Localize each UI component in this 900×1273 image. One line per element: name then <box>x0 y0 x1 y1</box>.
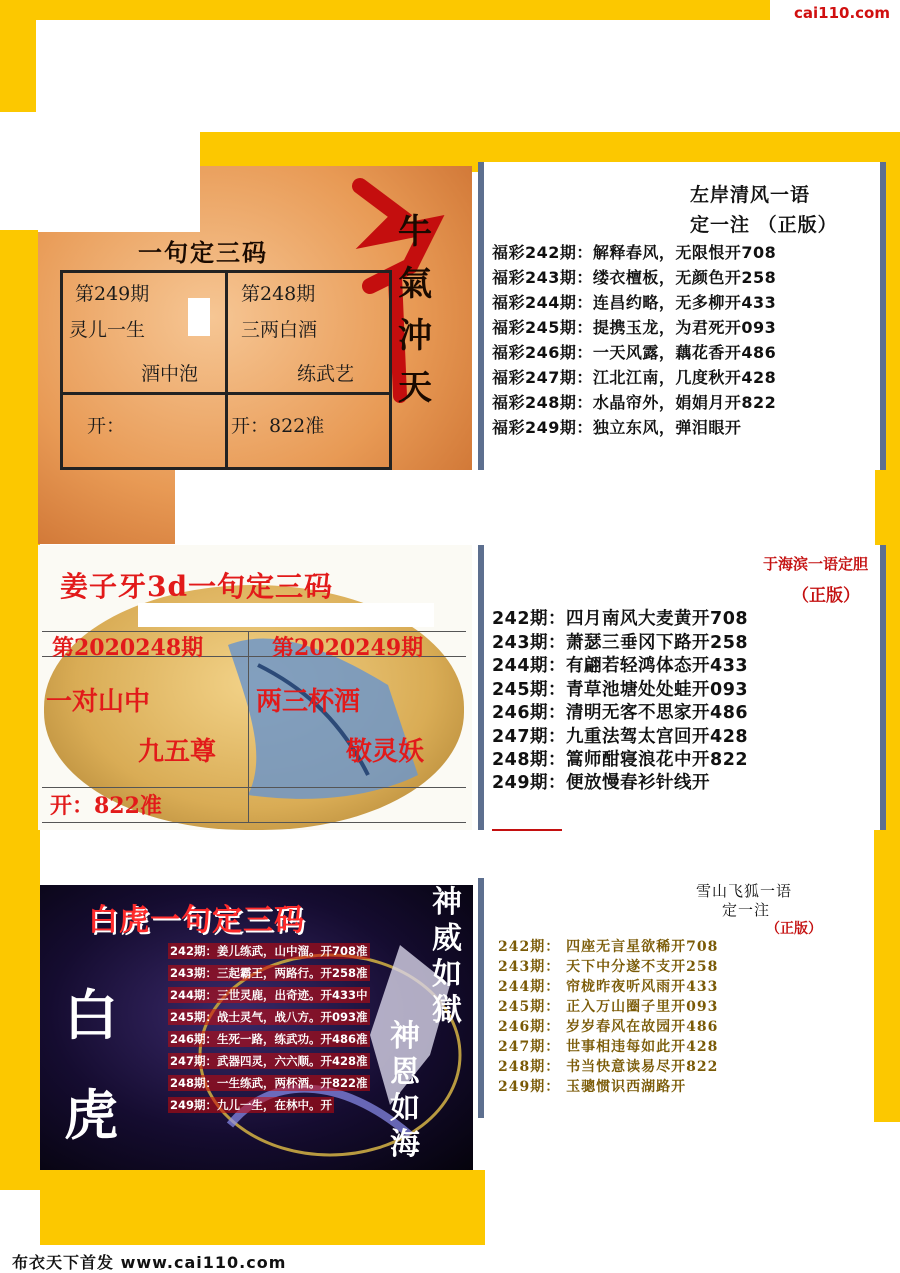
title-mask <box>484 162 680 234</box>
panel1-title: 一句定三码 <box>138 238 268 267</box>
r2-subtitle: （正版） <box>792 586 860 606</box>
yellow-frame-left-top <box>0 0 36 112</box>
left-line2: 酒中泡 <box>141 363 199 385</box>
yellow-frame-bottom <box>40 1170 485 1245</box>
r2-line: 248期：篙师酣寝浪花中开822 <box>492 750 749 770</box>
r3-badge: （正版） <box>766 921 822 937</box>
panel-zuoan-qingfeng <box>478 162 886 470</box>
r2-line: 242期：四月南风大麦黄开708 <box>492 609 749 629</box>
r1-title: 左岸清风一语 <box>690 184 811 206</box>
left-line2: 九五尊 <box>138 737 217 767</box>
left-issue: 第2020248期 <box>52 635 204 661</box>
r3-line: 242期： 四座无言星欲稀开708 <box>498 939 719 955</box>
panel2-open: 开：822准 <box>50 793 162 819</box>
r2-line: 245期：青草池塘处处蛙开093 <box>492 680 749 700</box>
panel-yu-haibin <box>478 545 886 830</box>
r1-line: 福彩243期：缕衣檀板，无颜色开258 <box>492 268 777 287</box>
r1-line: 福彩247期：江北江南，几度秋开428 <box>492 368 777 387</box>
white-block-mid <box>175 470 875 545</box>
p3-line: 246期：生死一路，练武功。开486准 <box>170 1032 368 1046</box>
right-line1: 两三杯酒 <box>256 687 361 717</box>
right-line2: 敬灵妖 <box>346 737 425 767</box>
r3-line: 244期： 帘栊昨夜听风雨开433 <box>498 979 719 995</box>
r1-line: 福彩248期：水晶帘外，娟娟月开822 <box>492 393 777 412</box>
panel2-title: 姜子牙3d一句定三码 <box>60 570 334 603</box>
p3-line: 248期：一生练武，两杯酒。开822准 <box>170 1076 368 1090</box>
left-line1: 灵儿一生 <box>69 319 146 341</box>
panel-white-tiger <box>40 885 473 1170</box>
r2-line: 249期：便放慢春衫针线开 <box>492 773 711 793</box>
panel3-side-text: 神威如獄 <box>432 885 462 1028</box>
white-block-top <box>36 20 770 132</box>
p3-line: 242期：姜儿练武，山中溜。开708准 <box>170 944 368 958</box>
r3-line: 247期： 世事相违每如此开428 <box>498 1039 719 1055</box>
left-open: 开： <box>87 415 126 437</box>
r1-line: 福彩249期：独立东风，弹泪眼开 <box>492 418 742 437</box>
r3-line: 245期： 正入万山圈子里开093 <box>498 999 719 1015</box>
r2-divider <box>492 829 562 831</box>
left-line1: 一对山中 <box>46 687 151 717</box>
panel3-big-text: 白虎 <box>64 983 118 1147</box>
r2-line: 243期：萧瑟三垂冈下路开258 <box>492 633 749 653</box>
yellow-frame-top-strip <box>0 0 770 20</box>
right-issue: 第2020249期 <box>272 635 424 661</box>
r3-line: 248期： 书当快意读易尽开822 <box>498 1059 719 1075</box>
r3-subtitle: 定一注 <box>722 901 771 919</box>
left-issue: 第249期 <box>75 283 150 305</box>
r1-line: 福彩244期：连昌约略，无多柳开433 <box>492 293 777 312</box>
r1-line: 福彩245期：提携玉龙，为君死开093 <box>492 318 777 337</box>
panel1-grid <box>60 270 392 470</box>
r1-line: 福彩242期：解释春风，无限恨开708 <box>492 243 777 262</box>
p3-line: 243期：三起霸王，两路行。开258准 <box>170 966 368 980</box>
footer-text[interactable]: 布衣天下首发 www.cai110.com <box>12 1253 287 1272</box>
site-domain[interactable]: cai110.com <box>794 4 890 22</box>
p3-line: 244期：三世灵鹿，出奇迹。开433中 <box>170 988 368 1002</box>
panel1-mask <box>38 166 200 232</box>
right-open: 开：822准 <box>231 415 325 437</box>
panel-jiang-ziya <box>38 545 472 830</box>
r3-line: 246期： 岁岁春风在故园开486 <box>498 1019 719 1035</box>
panel3-side-text2: 神恩如海 <box>390 1019 420 1162</box>
r2-line: 244期：有翩若轻鸿体态开433 <box>492 656 749 676</box>
panel1-white-patch <box>188 298 210 336</box>
yellow-frame-left <box>0 230 40 1190</box>
p3-line: 249期：九儿一生，在林中。开 <box>170 1098 333 1112</box>
r3-title: 雪山飞狐一语 <box>696 882 793 900</box>
panel2-mask <box>138 603 434 627</box>
white-block-mid2 <box>55 830 870 878</box>
panel3-title: 白虎一句定三码 <box>88 903 305 938</box>
right-line1: 三两白酒 <box>241 319 318 341</box>
right-issue: 第248期 <box>241 283 316 305</box>
r1-line: 福彩246期：一天风露，藕花香开486 <box>492 343 777 362</box>
r2-line: 246期：清明无客不思家开486 <box>492 703 749 723</box>
right-line2: 练武艺 <box>297 363 355 385</box>
panel-xueshan-feihu <box>478 878 868 1118</box>
p3-line: 245期：战士灵气，战八方。开093准 <box>170 1010 368 1024</box>
r3-line: 243期： 天下中分遂不支开258 <box>498 959 719 975</box>
p3-line: 247期：武器四灵，六六顺。开428准 <box>170 1054 368 1068</box>
panel1-vertical-text: 牛氣沖天 <box>398 212 432 408</box>
r2-title: 于海滨一语定胆 <box>762 555 868 573</box>
r1-subtitle: 定一注 （正版） <box>690 214 838 236</box>
r2-line: 247期：九重法驾太宫回开428 <box>492 727 749 747</box>
r3-line: 249期： 玉骢惯识西湖路开 <box>498 1079 687 1095</box>
